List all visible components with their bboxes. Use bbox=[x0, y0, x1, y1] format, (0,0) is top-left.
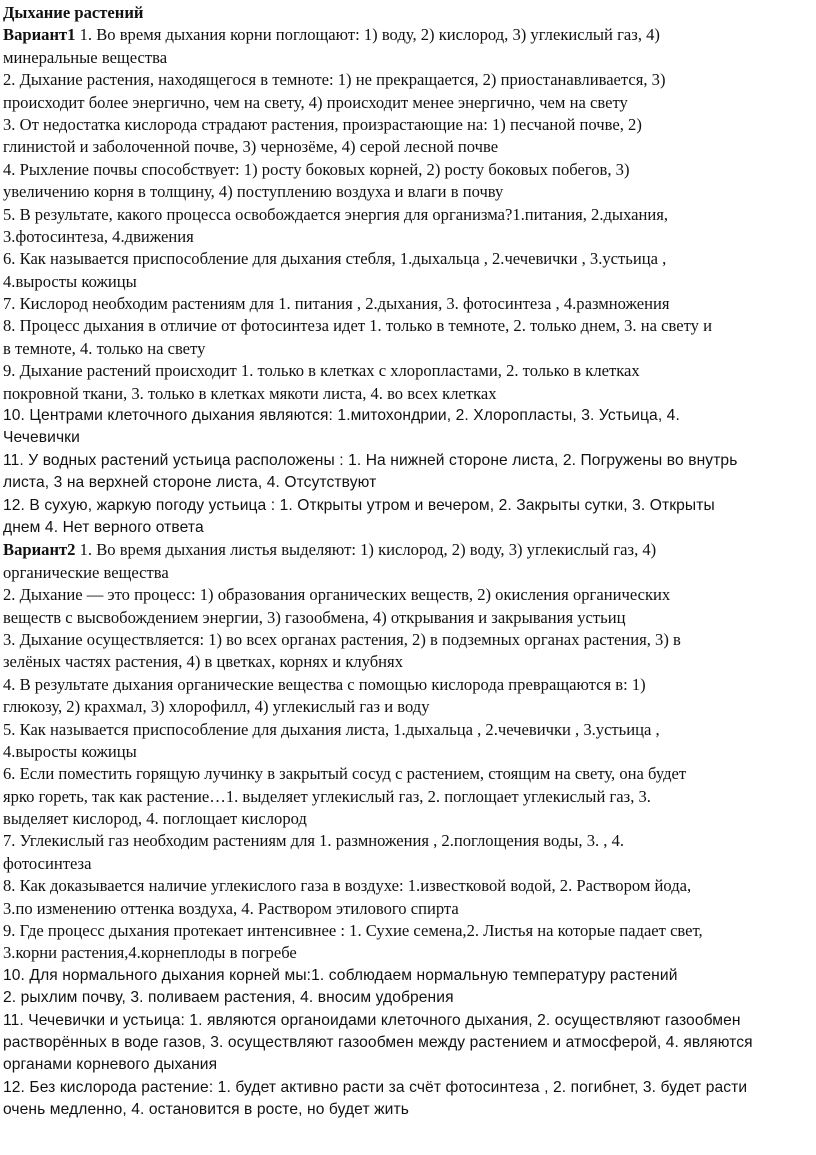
page-title: Дыхание растений bbox=[3, 3, 144, 22]
variant1-line: 7. Кислород необходим растениям для 1. питания , 2.дыхания, 3. фотосинтеза , 4.размножения bbox=[3, 294, 670, 314]
variant2-line: 5. Как называется приспособление для дыхания листа, 1.дыхальца , 2.чечевички , 3.устьица , bbox=[3, 719, 660, 739]
variant1-line: 4. Рыхление почвы способствует: 1) росту боковых корней, 2) росту боковых побегов, 3) bbox=[3, 159, 630, 179]
variant1-line: листа, 3 на верхней стороне листа, 4. Отсутствуют bbox=[3, 474, 377, 492]
variant1-line: покровной ткани, 3. только в клетках мякоти листа, 4. во всех клетках bbox=[3, 383, 497, 403]
variant2-line: 12. Без кислорода растение: 1. будет активно расти за счёт фотосинтеза , 2. погибнет, 3. будет расти bbox=[3, 1078, 748, 1096]
variant2-line: 3. Дыхание осуществляется: 1) во всех органах растения, 2) в подземных органах растения, 3) в bbox=[3, 629, 681, 649]
variant2-line: 4. В результате дыхания органические вещества с помощью кислорода превращаются в: 1) bbox=[3, 674, 646, 694]
variant2-line: 8. Как доказывается наличие углекислого газа в воздухе: 1.известковой водой, 2. Раствором йода, bbox=[3, 876, 692, 896]
variant1-line: 9. Дыхание растений происходит 1. только в клетках с хлоропластами, 2. только в клетках bbox=[3, 361, 640, 381]
variant1-line: увеличению корня в толщину, 4) поступлению воздуха и влаги в почву bbox=[3, 182, 504, 202]
variant1-line: 2. Дыхание растения, находящегося в темноте: 1) не прекращается, 2) приостанавливается, 3) bbox=[3, 70, 666, 90]
variant2-line: ярко гореть, так как растение…1. выделяет углекислый газ, 2. поглощает углекислый газ, 3. bbox=[3, 786, 651, 806]
variant1-line: глинистой и заболоченной почве, 3) чернозёме, 4) серой лесной почве bbox=[3, 137, 499, 157]
variant1-heading: Вариант1 bbox=[3, 25, 76, 45]
variant2-line: растворённых в воде газов, 3. осуществляют газообмен между растением и атмосферой, 4. являются bbox=[3, 1033, 753, 1051]
variant2-line: очень медленно, 4. остановится в росте, но будет жить bbox=[3, 1101, 409, 1119]
variant2-line: 9. Где процесс дыхания протекает интенсивнее : 1. Сухие семена,2. Листья на которые падает свет, bbox=[3, 921, 703, 941]
variant1-line: 6. Как называется приспособление для дыхания стебля, 1.дыхальца , 2.чечевички , 3.устьица , bbox=[3, 249, 667, 269]
variant1-line: 12. В сухую, жаркую погоду устьица : 1. Открыты утром и вечером, 2. Закрыты сутки, 3. Открыты bbox=[3, 496, 715, 514]
variant2-line: фотосинтеза bbox=[3, 853, 92, 873]
variant2-line: 4.выросты кожицы bbox=[3, 741, 137, 761]
variant2-line: 10. Для нормального дыхания корней мы:1. соблюдаем нормальную температуру растений bbox=[3, 966, 678, 984]
variant1-line: минеральные вещества bbox=[3, 47, 168, 67]
variant1-line: 11. У водных растений устьица расположены : 1. На нижней стороне листа, 2. Погружены во внутрь bbox=[3, 451, 738, 469]
variant1-line: 5. В результате, какого процесса освобождается энергия для организма?1.питания, 2.дыхания, bbox=[3, 204, 669, 224]
variant2-line: глюкозу, 2) крахмал, 3) хлорофилл, 4) углекислый газ и воду bbox=[3, 697, 430, 717]
variant1-line: происходит более энергично, чем на свету, 4) происходит менее энергично, чем на свету bbox=[3, 92, 628, 112]
variant1-line: Чечевички bbox=[3, 429, 80, 447]
variant2-line: органические вещества bbox=[3, 562, 169, 582]
variant1-line: 8. Процесс дыхания в отличие от фотосинтеза идет 1. только в темноте, 2. только днем, 3. на свету и bbox=[3, 316, 712, 336]
variant2-line: 2. Дыхание — это процесс: 1) образования органических веществ, 2) окисления органических bbox=[3, 585, 671, 605]
variant1-line: 10. Центрами клеточного дыхания являются: 1.митохондрии, 2. Хлоропласты, 3. Устьица, 4. bbox=[3, 407, 680, 425]
variant2-line: выделяет кислород, 4. поглощает кислород bbox=[3, 809, 307, 829]
variant1-line: 3. От недостатка кислорода страдают растения, произрастающие на: 1) песчаной почве, 2) bbox=[3, 114, 642, 134]
variant2-q1-line1: Вариант2 1. Во время дыхания листья выделяют: 1) кислород, 2) воду, 3) углекислый газ, 4) bbox=[3, 540, 657, 560]
variant2-line: веществ с высвобождением энергии, 3) газообмена, 4) открывания и закрывания устьиц bbox=[3, 607, 626, 627]
variant1-line: днем 4. Нет верного ответа bbox=[3, 518, 204, 536]
variant2-line: 3.корни растения,4.корнеплоды в погребе bbox=[3, 943, 297, 963]
variant2-line: 11. Чечевички и устьица: 1. являются органоидами клеточного дыхания, 2. осуществляют газообмен bbox=[3, 1011, 741, 1029]
variant1-line: 4.выросты кожицы bbox=[3, 271, 137, 291]
variant2-heading: Вариант2 bbox=[3, 540, 76, 560]
variant2-line: 2. рыхлим почву, 3. поливаем растения, 4. вносим удобрения bbox=[3, 989, 454, 1007]
variant2-line: 7. Углекислый газ необходим растениям для 1. размножения , 2.поглощения воды, 3. , 4. bbox=[3, 831, 625, 851]
variant2-line: 3.по изменению оттенка воздуха, 4. Раствором этилового спирта bbox=[3, 898, 459, 918]
variant1-line: 3.фотосинтеза, 4.движения bbox=[3, 226, 194, 246]
variant1-q1-line1: Вариант1 1. Во время дыхания корни поглощают: 1) воду, 2) кислород, 3) углекислый газ, 4) bbox=[3, 25, 660, 45]
variant2-line: зелёных частях растения, 4) в цветках, корнях и клубнях bbox=[3, 652, 403, 672]
variant2-line: 6. Если поместить горящую лучинку в закрытый сосуд с растением, стоящим на свету, она будет bbox=[3, 764, 687, 784]
variant2-line: органами корневого дыхания bbox=[3, 1056, 218, 1074]
variant1-line: в темноте, 4. только на свету bbox=[3, 338, 206, 358]
